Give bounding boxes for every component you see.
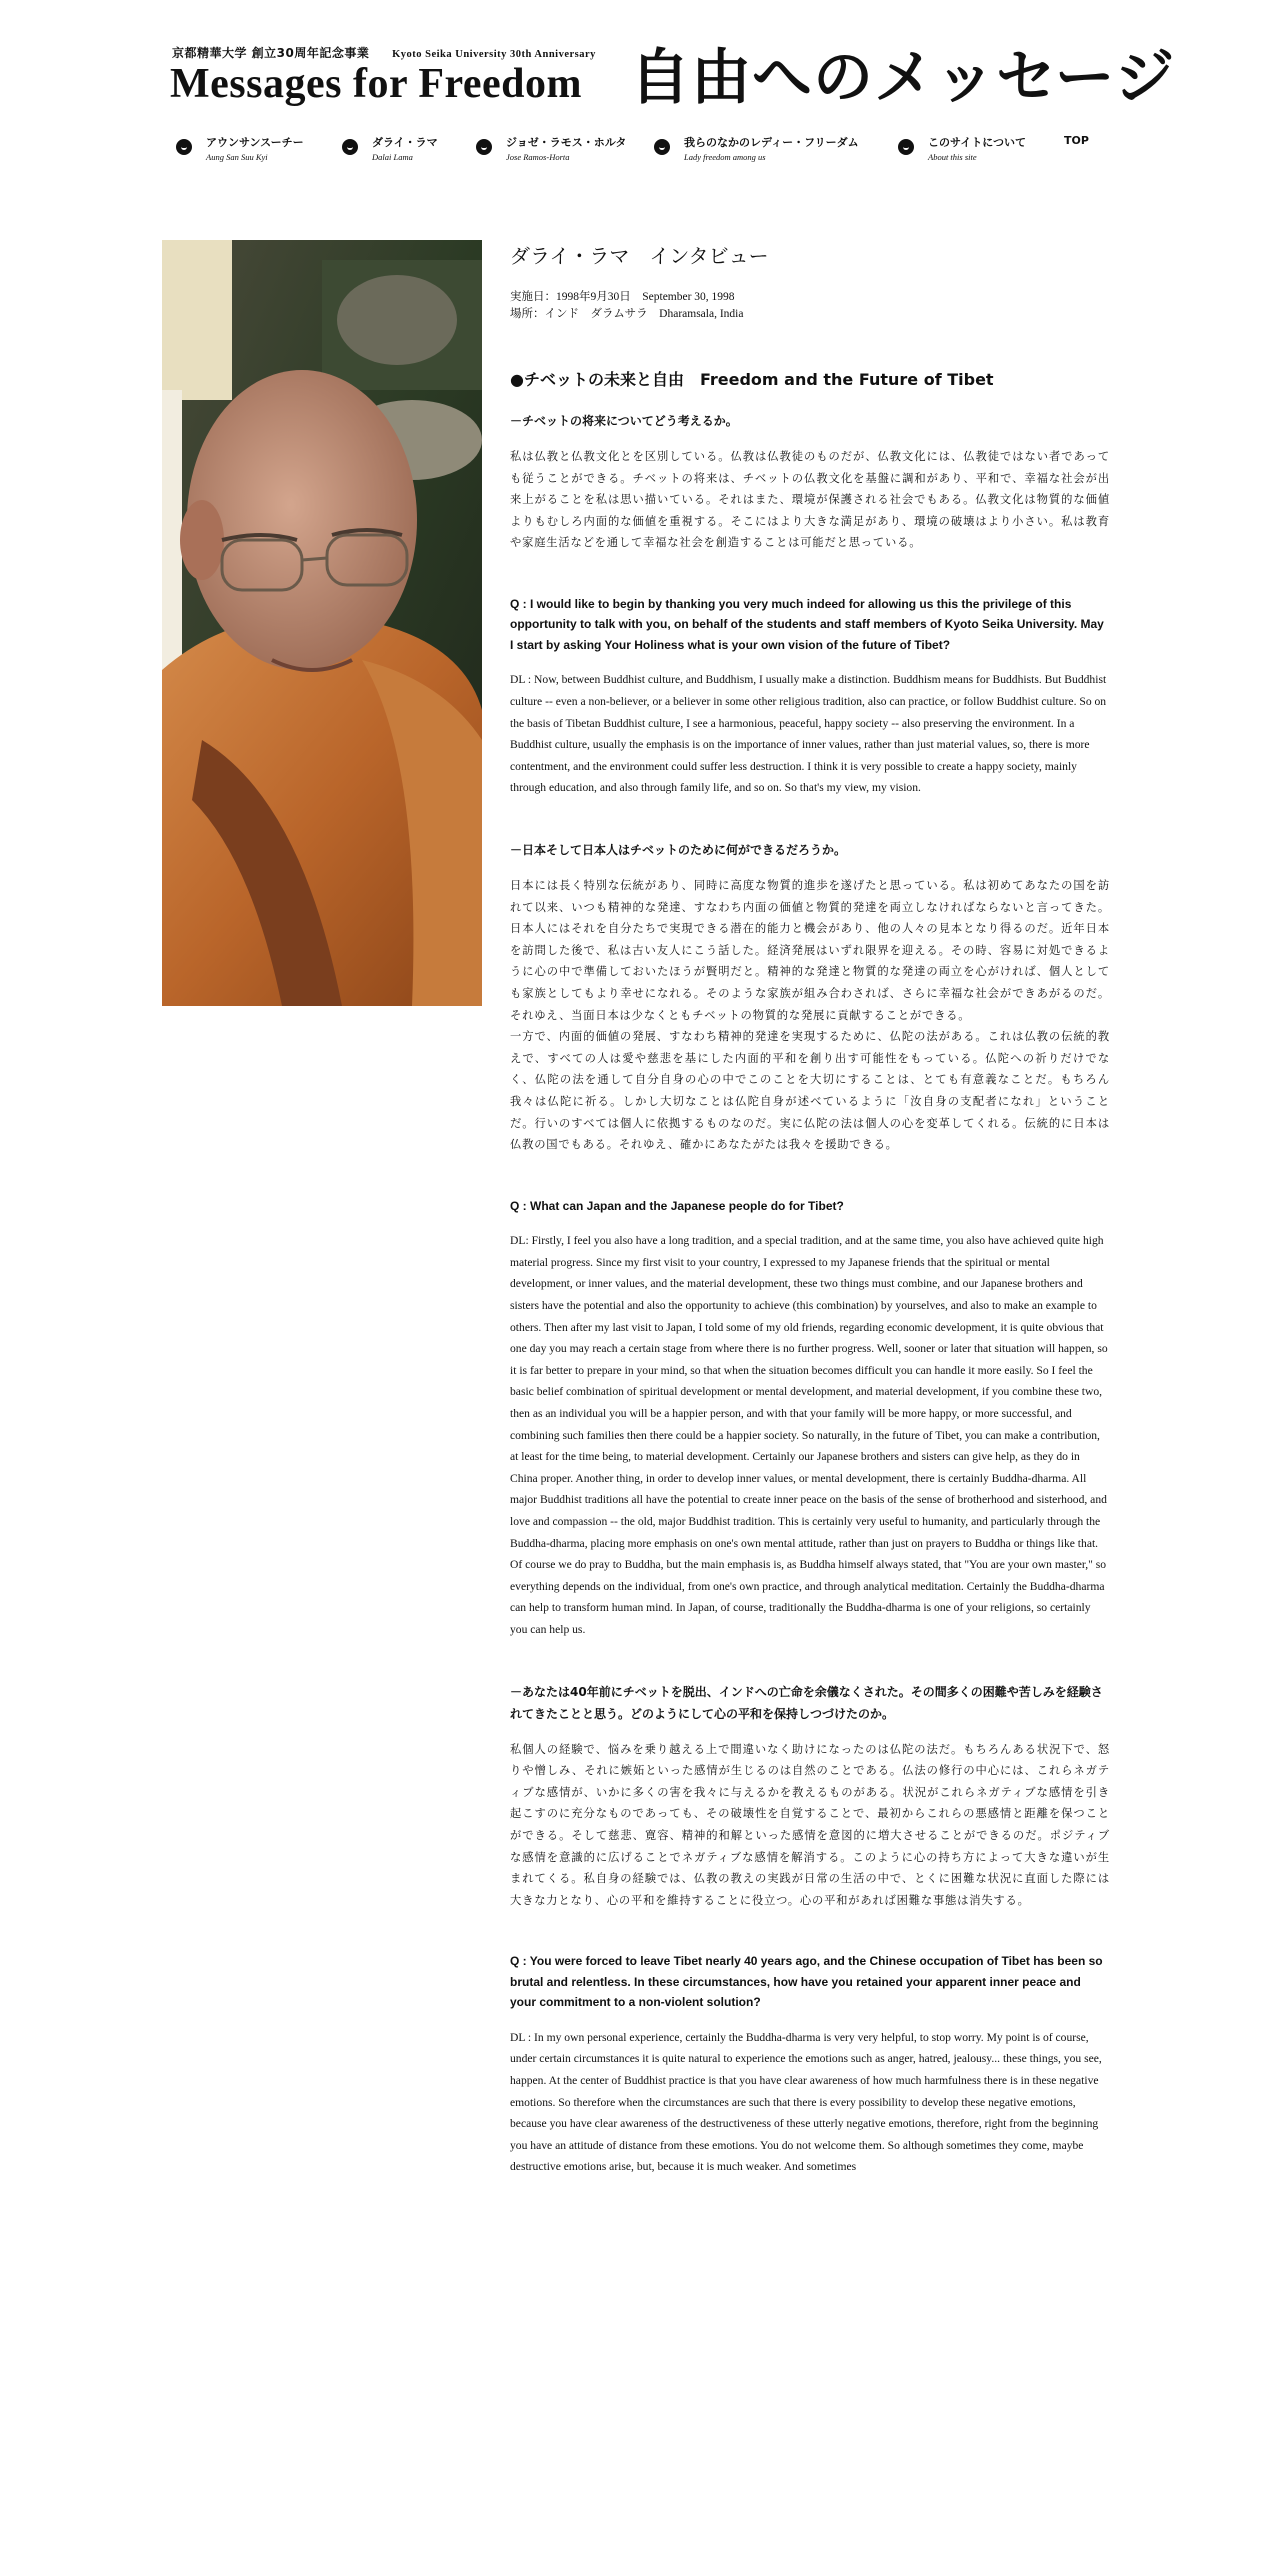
question-ja: －チベットの将来についてどう考えるか。	[510, 414, 738, 428]
university-line	[172, 44, 596, 61]
nav-label-ja: ジョゼ・ラモス・ホルタ	[506, 136, 627, 149]
page-title: ダライ・ラマ インタビュー	[510, 244, 769, 268]
nav-label-en: Lady freedom among us	[684, 152, 766, 162]
question-ja: －日本そして日本人はチベットのために何ができるだろうか。	[510, 843, 847, 858]
answer-ja: 日本には長く特別な伝統があり、同時に高度な物質的進歩を遂げたと思っている。私は初めてあなたの国を訪れて以来、いつも精神的な発達、すなわち内面の価値と物質的発達を両立しなければならないと言ってきた。日本人にはそれを自分たちで実現できる潜在的能力と機会があり、他の人々の見本となり得るのだ。近年日本を訪問した後で、私は古い友人にこう話した。経済発展はいずれ限界を迎える。その時、容易に対処できるように心の中で準備しておいたほうが賢明だと。精神的な発達と物質的な発達の両立を心がければ、個人としても家族としてもより幸せになれる。そのような家族が組み合わされば、さらに幸福な社会ができあがるのだ。それゆえ、当面日本は少なくともチベットの物質的な発展に貢献することができる。	[510, 879, 1110, 1022]
nav-label-en: About this site	[928, 152, 977, 162]
question-ja: －あなたは40年前にチベットを脱出、インドへの亡命を余儀なくされた。その間多くの困難や苦しみを経験されてきたことと思う。どのようにして心の平和を保持しつづけたのか。	[510, 1684, 1103, 1721]
answer-ja: 私個人の経験で、悩みを乗り越える上で間違いなく助けになったのは仏陀の法だ。もちろんある状況下で、怒りや憎しみ、それに嫉妬といった感情が生じるのは自然のことである。仏法の修行の中心には、これらネガティブな感情が、いかに多くの害を我々に与えるかを教えるものがある。状況がこれらネガティブな感情を引き起こすのに充分なものであっても、その破壊性を自覚することで、最初からこれらの悪感情と距離を保つことができる。そして慈悲、寛容、精神的和解といった感情を意図的に増大させることができるのだ。ポジティブな感情を意識的に広げることでネガティブな感情を解消する。このように心の持ち方によって大きな違いが生まれてくる。私自身の経験では、仏教の教えの実践が日常の生活の中で、とくに困難な状況に直面した際には大きな力となり、心の平和を維持することに役立つ。心の平和があれば困難な事態は消失する。	[510, 1742, 1110, 1907]
nav-top-link[interactable]: TOP	[1064, 134, 1089, 147]
nav-label-en: Jose Ramos-Horta	[506, 152, 570, 162]
interview-meta	[510, 289, 1110, 323]
face-icon	[342, 139, 358, 155]
portrait-photo-icon	[162, 240, 482, 1006]
face-icon	[176, 139, 192, 155]
face-icon	[898, 139, 914, 155]
university-name-en: Kyoto Seika University 30th Anniversary	[392, 49, 596, 60]
answer-ja: 一方で、内面的価値の発展、すなわち精神的発達を実現するために、仏陀の法がある。これは仏教の伝統的教えで、すべての人は愛や慈悲を基にした内面的平和を創り出す可能性をもっている。仏陀への祈りだけでなく、仏陀の法を通して自分自身の心の中でこのことを大切にすることは、とても有意義なことだ。もちろん我々は仏陀に祈る。しかし大切なことは仏陀自身が述べているように「汝自身の支配者になれ」ということだ。行いのすべては個人に依拠するものなのだ。実に仏陀の法は個人の心を変革してくれる。伝統的に日本は仏教の国でもある。それゆえ、確かにあなたがたは我々を援助できる。	[510, 1030, 1110, 1152]
nav-label-en: Dalai Lama	[372, 152, 413, 162]
question-en: Q : You were forced to leave Tibet nearly 40 years ago, and the Chinese occupation of Tibet has been so brutal and relentless. In these circumstances, how have you retained your apparent inner peace and your commitment to a non-violent solution?	[510, 1954, 1103, 2010]
nav-label-ja: このサイトについて	[928, 136, 1027, 149]
section-heading: ●チベットの未来と自由 Freedom and the Future of Tibet	[510, 370, 994, 389]
answer-en: DL : Now, between Buddhist culture, and Buddhism, I usually make a distinction. Buddhism means for Buddhists. But Buddhist culture -- even a non-believer, or a believer in some other religious tradition, also can practice, or follow Buddhist culture. So on the basis of Tibetan Buddhist culture, I see a harmonious, peaceful, happy society -- also preserving the environment. In a Buddhist culture, usually the emphasis is on the importance of inner values, rather than just material values, so, there is more contentment, and the environment could suffer less destruction. I think it is very possible to create a happy society, mainly through education, and also through family life, and so on. So that's my view, my vision.	[510, 673, 1107, 795]
nav-label-ja: ダライ・ラマ	[372, 136, 438, 149]
nav-label-ja: 我らのなかのレディー・フリーダム	[684, 136, 859, 149]
face-icon	[654, 139, 670, 155]
article	[510, 240, 1110, 2178]
question-en: Q : What can Japan and the Japanese people do for Tibet?	[510, 1198, 844, 1213]
answer-en: DL : In my own personal experience, certainly the Buddha-dharma is very very helpful, to stop worry. My point is of course, under certain circumstances it is quite natural to experience the emotions such as anger, hatred, jealousy... these things, you see, happen. At the center of Buddhist practice is that you have clear awareness of how much harmfulness there is in these negative emotions. So therefore when the circumstances are such that there is every possibility to develop these negative emotions, because you have clear awareness of the destructiveness of these utterly negative emotions, therefore, right from the beginning you have an attitude of distance from these emotions. You do not welcome them. So although sometimes they come, maybe destructive emotions arise, but, because it is much weaker. And sometimes	[510, 2030, 1102, 2174]
site-title-en[interactable]: Messages for Freedom	[170, 61, 582, 107]
site-title-ja: 自由へのメッセージ	[630, 43, 1176, 113]
answer-ja: 私は仏教と仏教文化とを区別している。仏教は仏教徒のものだが、仏教文化には、仏教徒ではない者であっても従うことができる。チベットの将来は、チベットの仏教文化を基盤に調和があり、平和で、幸福な社会が出来上がることを私は思い描いている。それはまた、環境が保護される社会でもある。仏教文化は物質的な価値よりもむしろ内面的な価値を重視する。そこにはより大きな満足があり、環境の破壊はより小さい。私は教育や家庭生活などを通して幸福な社会を創造することは可能だと思っている。	[510, 450, 1110, 550]
face-icon	[476, 139, 492, 155]
interview-place: 場所：インド ダラムサラ Dharamsala, India	[510, 308, 744, 320]
portrait-photo	[162, 240, 482, 1006]
interview-date: 実施日：1998年9月30日 September 30, 1998	[510, 291, 735, 303]
nav-label-ja: アウンサンスーチー	[206, 136, 304, 149]
nav-label-en: Aung San Suu Kyi	[206, 152, 268, 162]
answer-en: DL: Firstly, I feel you also have a long tradition, and a special tradition, and at the same time, you also have achieved quite high material progress. Since my first visit to your country, I expressed to my Japanese friends that the spiritual or mental development, or inner values, and the material development, these two things must combine, and our Japanese brothers and sisters have the potential and also the opportunity to achieve (this combination) by yourselves, and also to make an example to others. Then after my last visit to Japan, I told some of my old friends, regarding economic development, it is quite obvious that one day you may reach a certain stage from where there is no further progress. Well, sooner or later that situation will happen, so it is far better to prepare in your mind, so that when the situation becomes difficult you can handle it more easily. So I feel the basic belief combination of spiritual development or mental development, and material development, if you combine these two, then as an individual you will be a happier person, and with that your family will be more happy, or more successful, and combining such families then there could be a happier society. So naturally, in the future of Tibet, you can make a contribution, at least for the time being, to material development. Certainly our Japanese brothers and sisters can give help, as they do in China proper. Another thing, in order to develop inner values, or mental development, there is certainly Buddha-dharma. All major Buddhist traditions all have the potential to create inner peace on the basis of the sense of brotherhood and sisterhood, and love and compassion -- the old, major Buddhist tradition. This is certainly very useful to humanity, and particularly through the Buddha-dharma, placing more emphasis on one's own mental attitude, rather than just on prayers to Buddha or things like that. Of course we do pray to Buddha, but the main emphasis is, as Buddha himself always stated, that "You are your own master," so everything depends on the individual, from one's own practice, and through analytical meditation. Certainly the Buddha-dharma can help to transform human mind. In Japan, of course, traditionally the Buddha-dharma is one of your religions, so certainly you can help us.	[510, 1234, 1108, 1636]
main-nav	[176, 132, 1116, 172]
question-en: Q : I would like to begin by thanking you very much indeed for allowing us this the privilege of this opportunity to talk with you, on behalf of the students and staff members of Kyoto Seika University. May I start by asking Your Holiness what is your own vision of the future of Tibet?	[510, 596, 1104, 652]
site-header	[0, 0, 1284, 180]
university-name-ja: 京都精華大学 創立30周年記念事業	[172, 46, 370, 60]
